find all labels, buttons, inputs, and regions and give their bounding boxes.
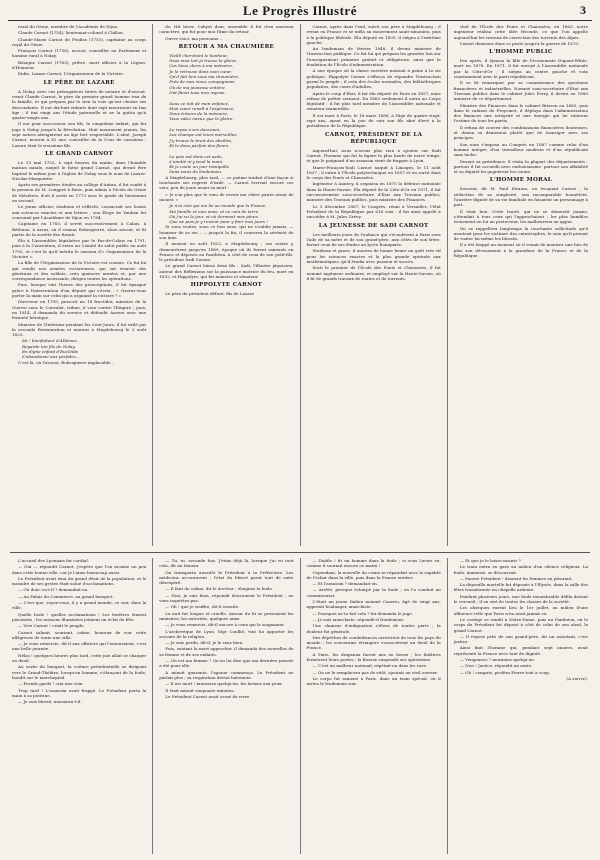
verse-line: Sous ce toit de mon enfance, <box>169 100 230 106</box>
section-heading: HIPPOLYTE CARNOT <box>190 282 263 289</box>
to-be-continued: (A suivre). <box>566 675 588 681</box>
column-2 <box>153 24 300 546</box>
paragraph: Le Président Carnot avait cessé de vivre. <box>165 693 251 699</box>
paragraph: — Pourquoi as-tu fait cela ? lui demanda le juge. <box>312 610 414 616</box>
paragraph: — Où donc va-t-il ? demandait-on. <box>18 587 89 593</box>
paragraph: C'est là, où l'avocat, Robespierre implacable… <box>18 359 115 365</box>
paragraph: La dépouille mortelle fut déposée à l'Élysée, dans la salle des fêtes transformée en chapelle ardente. <box>453 582 588 593</box>
section-heading: L'HOMME MORAL <box>489 177 553 184</box>
verse-line: Ont fleuri tous mes rayons. <box>169 89 226 95</box>
lower-columns <box>6 558 594 854</box>
paragraph: — Et que je le laisse mourir ? <box>459 558 521 563</box>
paragraph: Il était minuit cinquante minutes. <box>165 687 235 693</box>
paragraph: Si vous voulez, sous ce bon sens, qui ne s'oublie jamais, — honneur de sa vie ; — jusqu'à la fin, il conserva la sérénité de son âme. <box>159 224 294 240</box>
verse-line: S'abandonne aux perfides… <box>22 354 80 360</box>
serial-column-4 <box>448 558 594 854</box>
paragraph: Puis, sentant la mort approcher, il demanda des nouvelles de sa femme et de ses enfants. <box>159 646 294 657</box>
verse-line: Sous mon toit je trouve la gloire, <box>169 58 238 64</box>
paragraph: Le cortège se rendit à Notre-Dame, puis au Panthéon, où le corps du Président fut déposé à côté de celui de son aïeul, le grand Carnot. <box>453 616 588 633</box>
serial-column-3 <box>301 558 448 854</box>
paragraph: — Oui — répondit Carnot, j'espère que l'on m'aime un peu dans cette bonne ville, car je l'aime beaucoup aussi. <box>12 564 147 575</box>
paragraph: Il mourut en août 1823, à Magdebourg ; ses restes y demeurèrent jusqu'en 1889, époque où ils furent ramenés en France et déposés au Panthéon, à côté de ceux de son petit-fils, le président Sadi Carnot. <box>159 241 294 263</box>
paragraph: A Paris, les drapeaux furent mis en berne ; les théâtres fermèrent leurs portes ; la Bourse suspendit ses opérations. <box>306 651 441 663</box>
verse-line: En digne enfant d'Eucléide <box>22 349 79 355</box>
paragraph: — Où est ma femme ? Qu'on lui dise que ma dernière pensée a été pour elle. <box>159 658 294 669</box>
verse-line: Vous valez mieux que la gloire. <box>169 116 234 122</box>
paragraph: Sorti le premier de l'École des Ponts et Chaussées, il fut nommé ingénieur ordinaire, et employé sur la Haute-Savoie, où il fit de grands travaux de routes et de torrents. <box>306 265 441 281</box>
paragraph: Au lendemain de février 1848, il devint ministre de l'Instruction publique. Ce fut lui qui prépara les grandes lois sur l'enseignement primaire gratuit et obligatoire, ainsi que la fondation de l'École d'administration. <box>306 46 441 68</box>
paragraph: Studieux et grave, il montra de bonne heure un goût très vif pour les sciences exactes et la plus grande aptitude aux mathématiques, qu'il étudia avec passion et succès. <box>306 248 441 264</box>
verse-line: Ah ! bienfaiteur d'Athènes, <box>22 338 78 344</box>
paragraph: — C'est que, voyez-vous, il y a grand monde, ce soir, dans la ville. <box>12 600 147 611</box>
paragraph: — Il est mort ! murmura quelqu'un, les larmes aux yeux. <box>165 681 283 687</box>
section-heading: L'HOMME PUBLIC <box>489 49 553 56</box>
paragraph: — Oh ! que je souffre, dit-il ensuite. <box>165 604 240 610</box>
paragraph: — Vengeance ? murmura quelqu'un. <box>459 657 536 663</box>
paragraph: Carnot, après dans l'exil, suivit son père à Magdebourg ; il revint en France et se mêla au mouvement saint-simonien, puis à la politique libérale. Élu député en 1839, il siégea à l'extrême gauche. <box>306 24 441 45</box>
poem-block <box>159 53 293 175</box>
paragraph: Durant sa présidence, il visita la plupart des départements ; partout il fut accueilli avec enthousiasme, partout son affabilité et sa dignité lui gagnèrent les cœurs. <box>453 158 588 175</box>
paragraph: A une époque où la classe ouvrière naissait à peine à la vie politique, Hippolyte Carnot s'efforça de répandre l'instruction parmi le peuple ; il créa des écoles normales, des bibliothèques populaires, des cours d'adultes. <box>306 68 441 90</box>
paragraph: — Non, je suis bien, répondit doucement le Président ; ne vous inquiétez pas. <box>159 592 294 604</box>
paragraph: Élu à l'Assemblée législative par le Pas-de-Calais en 1791, puis à la Convention, il entra au Comité de salut public en août 1793, et c'est là qu'il mérita le surnom d'« Organisateur de la Victoire ». <box>12 238 147 259</box>
verse-line: J'y trouve le bruit des abeilles, <box>169 137 233 143</box>
paragraph: Souvent, dit M. Paul Strauss, on évoquait Carnot ; la séduction de sa simplicité, son incomparable honnêteté, l'austère dignité de sa vie familiale en faisaient un personnage à part. <box>453 186 588 208</box>
paragraph: — Tu, tu, seconde fois. J'étais déjà là, lorsque j'ai vu tout cela, dit un témoin. <box>159 558 294 569</box>
column-3 <box>301 24 448 546</box>
section-heading: CARNOT, PRÉSIDENT DE LA RÉPUBLIQUE <box>325 131 423 145</box>
verse-line: Et le doux parfum des fleurs. <box>169 142 230 148</box>
paragraph: Les obsèques eurent lieu le 1er juillet, au milieu d'une affluence telle que Paris n'en avait jamais vu. <box>453 605 588 616</box>
paragraph: C'était un jeune Italien nommé Caserio, âgé de vingt ans, apprenti boulanger, anarchiste. <box>306 599 441 610</box>
paragraph: Il a été frappé au moment où il venait de montrer une fois de plus son dévouement à la grandeur de la France et de la République. <box>453 242 588 258</box>
verse-line: Les champs ont leurs merveilles, <box>169 132 238 138</box>
paragraph: Aujourd'hui, nous n'avons plus rien à ajouter sur Sadi Carnot, l'homme qui fut la figure la plus haute de notre temps, et que le poignard d'un assassin vient de frapper à Lyon. <box>306 147 441 164</box>
paragraph: Enfin, Lazare Carnot, l'Organisateur de la Victoire. <box>18 71 125 77</box>
paragraph: Claude Carnot (1754), lieutenant-colonel à Châlon. <box>18 30 125 36</box>
paragraph: — Je suis anarchiste, répondit-il froidement. <box>312 616 405 622</box>
paragraph: Capitaine en 1783, il servit successivement à Calais, à Béthune, à Arras, où il connut Robespierre, alors avocat, et fit partie de la société des Rosati. <box>12 221 147 237</box>
verse-line: Regarde ton fils de Nolay, <box>22 343 76 349</box>
paragraph: Cependant, la nouvelle du crime se répandait avec la rapidité de l'éclair dans la ville, puis dans la France entière. <box>306 569 441 580</box>
paragraph: chef de l'École des Ponts et Chaussées, en 1863, notre ingénieur réalisa cette idée féconde, ce que l'on appelle aujourd'hui les travaux de correction des torrents des Alpes. <box>453 24 588 40</box>
column-4 <box>448 24 594 546</box>
verse-line: Le repos a ses douceurs, <box>169 127 221 133</box>
paragraph: On se rappellera longtemps la touchante sollicitude qu'il montrait pour les victimes des catastrophes, le soin qu'il prenait de visiter lui-même les blessés. <box>453 225 588 242</box>
paragraph: Il eut pour successeur son fils, le cinquième enfant, qui fut juge à Nolay jusqu'à la Révolution. Huit moururent jeunes, les sept autres atteignirent un âge fort respectable. L'aîné, Joseph Carnot, mourut à 82 ans, conseiller de la Cour de cassation ; Lazare était le troisième fils. <box>12 121 147 148</box>
paragraph: Ministre des Finances dans le cabinet Brisson en 1885, puis dans le cabinet de Freycinet, il déploya dans l'administration des finances une intégrité et une énergie qui lui valurent l'estime de tous les partis. <box>453 102 588 124</box>
section-heading: LE PÈRE DE LAZARE <box>43 79 115 86</box>
paragraph: La fille de l'Organisateur de la Victoire est connue. Ce fut lui qui rendit nos armées victorieuses, qui sut trouver des généraux et des soldats, créa quatorze armées et, par une correspondance incessante, dirigea toutes les opérations. <box>12 260 147 282</box>
paragraph: L'archevêque de Lyon, Mgr Coullié, vint lui apporter les secours de la religion. <box>159 628 294 639</box>
paragraph: — Au Palais du Commerce, au grand banquet. <box>18 593 114 599</box>
masthead-title: Le Progrès Illustré <box>243 3 357 18</box>
verse-line: Je le retrouve dans mon cœur. <box>169 68 232 74</box>
section-separator <box>10 552 590 553</box>
verse-line: Où de ma jeunesse entière <box>169 84 225 90</box>
paragraph: — Et l'assassin ? demandait-on. <box>312 581 379 587</box>
paragraph: — Arrêté, presque écharpé par la foule ; on l'a conduit au commissariat. <box>306 587 441 598</box>
verse-block <box>12 338 146 359</box>
paragraph: A minuit quarante, l'agonie commença. Le Président ne parlait plus ; sa respiration devint haletante. <box>159 669 294 680</box>
verse-line: Je n'ai rien qui me lie au monde que la France, <box>169 203 267 209</box>
section-heading: LA JEUNESSE DE SADI CARNOT <box>318 222 429 229</box>
verse-line: Que ne puis-je y revenir pour y finir mes jours ! <box>169 219 268 225</box>
paragraph: Il se fit remarquer par sa connaissance des questions financières et industrielles. Nommé sous-secrétaire d'État aux Travaux publics dans le cabinet Jules Ferry, il devint en 1880 ministre de ce département. <box>453 80 588 102</box>
paragraph: Il refusa de couvrir des combinaisons financières douteuses, et donna sa démission plutôt que de transiger avec ses principes. <box>453 124 588 141</box>
paragraph: Après le coup d'État, il fut élu député de Paris en 1857, mais refusa de prêter serment. En 1863 seulement il entra au Corps législatif ; il fut plus tard membre de l'Assemblée nationale et sénateur inamovible. <box>306 90 441 112</box>
paragraph: — Diable ! fit un homme dans la foule ; si vous l'aviez vu, comme il souriait encore ce matin ! <box>306 558 441 569</box>
verse-line: Doux trésors de la mémoire, <box>169 111 229 117</box>
paragraph: François Carnot (1758), avocat, conseiller au Parlement et homme rural à Nolay. <box>12 48 147 59</box>
paragraph: ils, Hit hiver, Cahyet dom, ensemble il fut d'un nouveau caractère, qui fut pour moi l'âme du retour. <box>159 24 294 35</box>
serial-column-2 <box>153 558 300 854</box>
paragraph: — Il repose près de son grand-père, dit un assistant, c'est justice. <box>453 633 588 645</box>
paragraph: Le train entra en gare au milieu d'un silence religieux. La foule, immense, se découvrait. <box>453 564 588 575</box>
paragraph: Peu après, il épousa la fille de l'économiste Dupont-White, mort en 1878. En 1871, il fut envoyé à l'Assemblée nationale par la Côte-d'Or ; il siégea au centre gauche et vota constamment avec le parti républicain. <box>453 58 588 80</box>
paragraph: Puis, lorsque vint l'heure des proscriptions, il fut épargné grâce à l'intervention d'un député qui s'écria : « Oserez-vous porter la main sur celui qui a organisé la victoire ? » <box>12 282 147 299</box>
paragraph: — On ne le remplacera pas de sitôt, ajoutait un vieil ouvrier. <box>312 669 438 675</box>
paragraph: Carnot demeura dans ce poste jusqu'à la guerre de 1870. <box>459 40 580 46</box>
poem-block <box>159 203 293 224</box>
paragraph: Le grand Carnot laissa deux fils : Sadi, l'illustre physicien, auteur des Réflexions sur la puissance motrice du feu, mort en 1832, et Hippolyte, qui fut ministre et sénateur. <box>159 263 294 280</box>
serial-column-1 <box>6 558 153 854</box>
paragraph: Il est mort à Paris, le 16 mars 1888, à l'âge de quatre-vingt-sept ans, ayant eu la joie de voir son fils aîné élevé à la présidence de la République. <box>306 112 441 129</box>
paragraph: Le père du président défunt, fils de Lazare <box>165 291 255 297</box>
paragraph: Des dépêches de condoléances arrivèrent de tous les pays du monde ; les souverains étrangers s'associèrent au deuil de la France. <box>306 634 441 651</box>
paragraph: — Oh ! compris, proféra Pierre tout à coup. <box>459 669 551 675</box>
paragraph: — Je vous remercie, dit-il aux officiers qui l'entouraient, c'est une belle journée. <box>12 641 147 652</box>
paragraph: L'accueil des Lyonnais fut cordial. <box>18 558 89 563</box>
paragraph: Le 3 décembre 1887, le Congrès, réuni à Versailles, l'élut Président de la République par 616 voix ; il fut ainsi appelé à succéder à M. Jules Grévy. <box>306 203 441 220</box>
paragraph: Bénigne Carnot (1763), prêtre, mort officier à la Légion-d'Honneur. <box>12 59 147 71</box>
verse-line: Mon cœur renaît à l'espérance, <box>169 105 235 111</box>
verse-line: Ma famille et mes amis, et ce coin de terre <box>169 208 259 214</box>
paragraph: Il était bon. Cette bonté, qui ne se démentit jamais, s'étendait à tous ceux qui l'approchaient ; les plus humbles trouvaient en lui un protecteur, les malheureux un appui. <box>453 208 588 225</box>
paragraph: — Je vous remercie, dit-il encore à ceux qui le soignaient. <box>165 622 285 628</box>
verse-line: Près de mes vieux compagnons, <box>169 79 236 85</box>
paragraph: Ingénieur à Annecy, il organisa en 1870 la défense nationale dans la Haute-Savoie. Élu député de la Côte-d'Or en 1871, il fut successivement sous-secrétaire d'État aux Travaux publics, ministre des Travaux publics, puis ministre des Finances. <box>306 181 441 203</box>
paragraph: — C'est un malheur national, répétait-on dans les rues. <box>312 663 428 669</box>
paragraph: Les meilleurs jours de l'enfance qui s'écoulèrent à Paris sous l'aile de sa mère et de son grand-père, aux côtés de son frère, furent ceux de ses études au lycée Bonaparte. <box>306 231 441 248</box>
paragraph: « Je n'ai plus que le vœu de revoir ma chère patrie avant de mourir. » <box>159 191 294 202</box>
paragraph: Marie-François-Sadi Carnot naquit à Limoges, le 11 août 1837 ; il entra à l'École polytechnique en 1857 et en sortit dans le corps des Ponts et Chaussées. <box>306 164 441 181</box>
paragraph: La nuit fut longue et cruelle. Autour du lit se pressaient les ministres, les autorités, quelques amis. <box>159 610 294 621</box>
paragraph: Le 13 mai 1753, à sept heures du matin, dans l'humble maison natale, naquit le futur grand Carnot, qui devait être baptisé le même jour à l'église de Nolay sous le nom de Lazare-Nicolas-Marguerite. <box>12 159 147 181</box>
paragraph: Le jeune officier, studieux et réfléchi, consacrait ses loisirs aux sciences exactes et aux lettres ; son Éloge de Vauban fut couronné par l'Académie de Dijon en 1784. <box>12 204 147 220</box>
paragraph: Son nom s'imposa au Congrès en 1887 comme celui d'un homme intègre, d'un travailleur modeste et d'un républicain sans tache. <box>453 141 588 158</box>
verse-line: Où j'ai vu le jour, et où dorment mes pères. <box>169 213 259 219</box>
paragraph: — Je suis blessé, murmura-t-il. <box>18 699 82 705</box>
paragraph: Le Président avait ému du grand désir de la population, et le moindre de ses gestes était salué d'acclamations. <box>12 575 147 587</box>
verse-line: Qu'il fait bon sous ma chaumière, <box>169 74 240 80</box>
paragraph: Trop tard ! L'assassin avait frappé. Le Président porta la main à sa poitrine. <box>12 687 147 698</box>
column-1 <box>6 24 153 546</box>
page-number: 3 <box>580 3 586 17</box>
header-rule <box>8 20 592 21</box>
paragraph: Ouvre voici, ma personne… <box>165 35 223 41</box>
paragraph: Après ses premières études au collège d'Autun, il fut confié à la pension de M. Longpré à Paris, puis admis à l'école du Génie de Mézières, d'où il sortit en 1773 avec le grade de lieutenant en second. <box>12 182 147 204</box>
paragraph: Hélas ! quelques heures plus tard, cette joie allait se changer en deuil. <box>12 652 147 664</box>
verse-line: L'amitié m'y tend la main, <box>169 158 224 164</box>
verse-line: La paix est dans cet asile, <box>169 153 223 159</box>
paragraph: — Pauvre Président ! disaient les femmes en pleurant. <box>459 575 573 581</box>
paragraph: — Je suis perdu, dit-il, je le sens bien. <box>165 640 244 646</box>
verse-line: Et je coule un jour tranquille <box>169 164 230 170</box>
section-heading: LE GRAND CARNOT <box>45 150 114 157</box>
verse-line: Sans souci du lendemain. <box>169 169 223 175</box>
paragraph: Carnot saluait, souriant, calme, heureux de voir cette allégresse de toute une ville. <box>12 629 147 640</box>
paragraph: A Nolay, avec ces prérogatives tirées de notaire et d'avocat, vivait Claude Carnot, le père du premier grand homme issu de la famille, et qui prépara par le sien la voie qu'ont choisie ses descendants. Il eut dix-huit enfants dont sept moururent en bas âge ; il tint vingt ans l'étude paternelle et ne la quitta qu'à quatre-vingts ans. <box>12 88 147 121</box>
paragraph: Ainsi finit l'homme qui, pendant sept années, avait représenté la France avec tant de dignité. <box>453 645 588 656</box>
verse-line: Vieilli cherchant le bonheur, <box>169 52 228 58</box>
paragraph: Directeur en 1795, proscrit au 18 fructidor, ministre de la Guerre sous le Consulat, tribun, il vota contre l'Empire ; puis, en 1814, il demanda du service et défendit Anvers avec une fermeté héroïque. <box>12 299 147 321</box>
upper-columns <box>6 24 594 546</box>
verse-line: Ces lieux chers à ma mémoire, <box>169 63 234 69</box>
paragraph: — Vive Carnot ! criait le peuple. <box>18 623 85 629</box>
paragraph: — Il faut du calme, dit le docteur ; éloignez la foule. <box>165 586 274 592</box>
paragraph: Pendant plusieurs jours, une foule innombrable défila devant le cercueil ; il en vint de toutes les classes de la société. <box>453 593 588 605</box>
paragraph: Une clameur d'indignation s'éleva de toutes parts ; la douleur fut générale. <box>306 623 441 634</box>
paragraph: — Prends garde ! cria une voix. <box>18 681 84 687</box>
paragraph: Claude-Marie Carnot de Feulins (1755), capitaine au corps royal du Génie. <box>12 36 147 47</box>
paragraph: Au sortir du banquet, la voiture présidentielle se dirigeait vers le Grand-Théâtre, lorsqu'un homme, s'élançant de la foule, bondit sur le marchepied. <box>12 664 147 680</box>
paragraph: Ministre de l'Intérieur pendant les Cent-Jours, il fut exilé par la seconde Restauration et mourut à Magdebourg le 2 août 1823. <box>12 321 147 338</box>
section-heading: RETOUR A MA CHAUMIÈRE <box>178 43 275 50</box>
paragraph: — Non ! Justice, répondit un autre. <box>459 663 533 669</box>
paragraph: A Magdebourg, plus tard, — ce poème traduit d'une façon si touchante ses regrets d'exilé, — Carnot écrivait encore ces vers, peu de jours avant sa mort : <box>159 174 294 191</box>
paragraph: Le corps fut ramené à Paris, dans un train spécial, où il arriva le lendemain soir. <box>306 675 441 687</box>
page-header <box>0 0 600 20</box>
col1-intro <box>12 24 146 77</box>
paragraph: Quelle foule ! quelles acclamations ! Les fenêtres étaient pavoisées ; les maisons illuminées jetaient un éclat de fête. <box>12 611 147 622</box>
paragraph: rural du Génie, membre de l'Académie de Dijon. <box>18 24 119 29</box>
paragraph: On transporta aussitôt le Président à la Préfecture. Les médecins accoururent ; l'état du blessé parut tout de suite désespéré. <box>159 569 294 586</box>
